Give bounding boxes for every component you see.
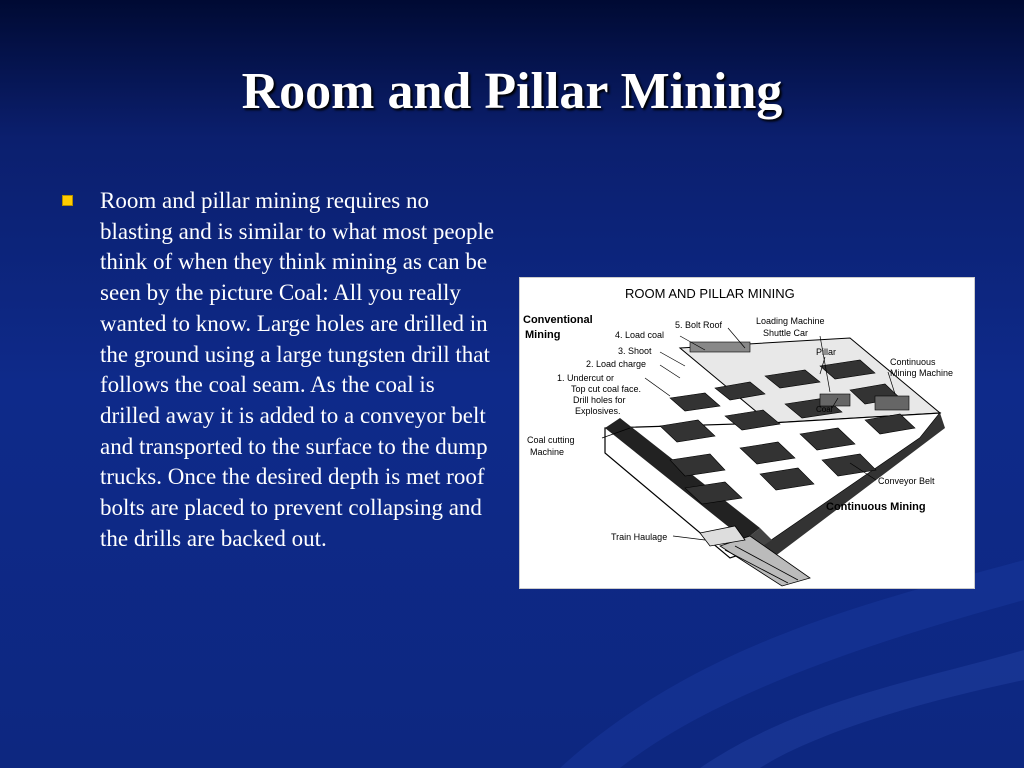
- room-and-pillar-diagram: [519, 277, 975, 589]
- label-shuttle-car: Shuttle Car: [763, 328, 809, 338]
- slide-title: Room and Pillar Mining: [241, 63, 783, 120]
- label-conveyor-belt: Conveyor Belt: [878, 476, 935, 486]
- label-coal: Coal: [816, 405, 833, 414]
- label-step3: 3. Shoot: [618, 346, 652, 356]
- label-loading-machine: Loading Machine: [756, 316, 825, 326]
- label-conventional-mining: Mining: [525, 329, 561, 341]
- label-step5: 5. Bolt Roof: [675, 320, 723, 330]
- bullet-list: [60, 186, 500, 554]
- label-coal-cutting: Coal cutting: [527, 435, 575, 445]
- diagram-svg: [520, 278, 974, 588]
- label-coal-cutting-machine: Machine: [530, 447, 565, 457]
- square-bullet-icon: [62, 195, 73, 206]
- label-step1a: 1. Undercut or: [557, 373, 615, 383]
- label-continuous-mining: Continuous Mining: [826, 501, 926, 513]
- label-step2: 2. Load charge: [586, 359, 647, 369]
- label-train-haulage: Train Haulage: [611, 532, 668, 542]
- label-conventional: Conventional: [523, 314, 593, 326]
- label-mining-machine: Mining Machine: [890, 368, 954, 378]
- diagram-title: ROOM AND PILLAR MINING: [625, 286, 795, 301]
- label-continuous: Continuous: [890, 357, 936, 367]
- label-step1d: Explosives.: [575, 406, 621, 416]
- label-step1c: Drill holes for: [573, 395, 626, 405]
- label-pillar: Pillar: [816, 347, 837, 357]
- bullet-text: Room and pillar mining requires no blasting and is similar to what most people think of when they think mining as can be seen by the picture Coal: All you really wanted to know. Large holes are drilled in the ground using a large tungsten drill that follows the coal seam. As the coal is drilled away it is added to a conveyor belt and transported to the surface to the dump trucks. Once the desired depth is met roof bolts are placed to prevent collapsing and the drills are backed out.: [100, 188, 495, 551]
- label-step4: 4. Load coal: [615, 330, 665, 340]
- label-step1b: Top cut coal face.: [571, 384, 642, 394]
